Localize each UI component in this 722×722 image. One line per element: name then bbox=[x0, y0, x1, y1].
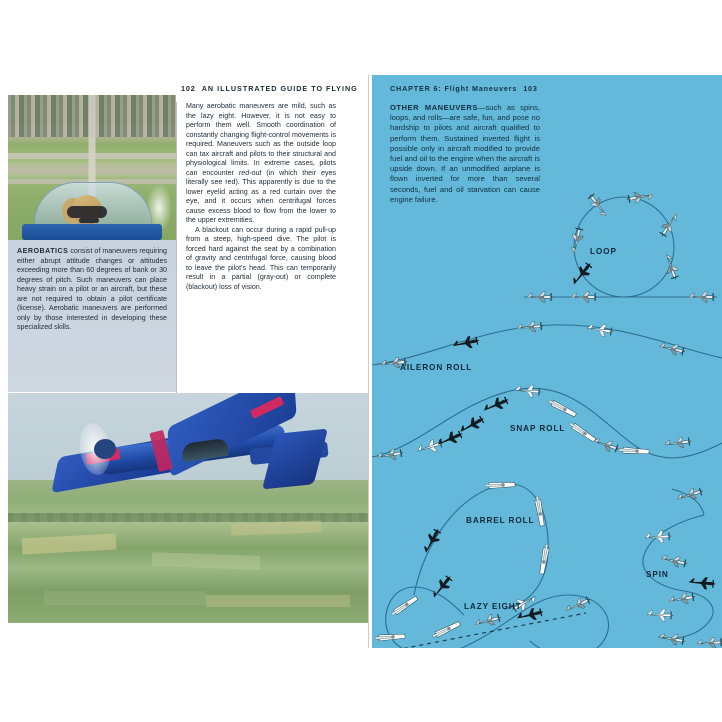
book-spread bbox=[8, 75, 722, 648]
pilot-sunglasses bbox=[79, 218, 99, 223]
maneuver-label-aileron-roll: AILERON ROLL bbox=[400, 363, 473, 372]
blue-aerobatic-aircraft bbox=[54, 401, 324, 521]
aerobatics-body: consist of maneuvers requiring either abrupt attitude changes or attitudes exceeding more than 60 degrees of bank or 30 degrees of pitch. Such maneuvers can place heavy strain on a pilot or an aircraft, but these are not required to obtain a pilot certificate (license). Aerobatic maneuvers are performed only by those interested in developing these specialized skills. bbox=[17, 247, 167, 331]
lazy-eight-path-group bbox=[380, 587, 609, 648]
aerobatic-airplane-photo bbox=[8, 393, 368, 623]
photo-field-patch bbox=[206, 595, 350, 607]
maneuver-diagram-svg bbox=[372, 75, 722, 648]
left-page bbox=[8, 75, 369, 648]
right-page bbox=[372, 75, 722, 648]
other-maneuvers-lead: OTHER MANEUVERS bbox=[390, 103, 478, 112]
maneuver-label-loop: LOOP bbox=[590, 247, 617, 256]
pilot-headset bbox=[67, 206, 107, 218]
maneuver-label-spin: SPIN bbox=[646, 570, 669, 579]
maneuver-label-snap-roll: SNAP ROLL bbox=[510, 424, 566, 433]
photo-field-patch bbox=[44, 591, 206, 605]
right-page-folio: 103 bbox=[523, 84, 538, 93]
left-page-right-column bbox=[186, 102, 336, 292]
para1-part-a: Many aerobatic maneuvers are mild, such as the lazy eight. However, it is not easy to perform them well. Smooth coordination of constantly changing flight-control movements is required. Maneuvers such as the outside loop can tax aircraft and pilots to their structural and physiological limits. In extreme cases, pilots can encounter bbox=[186, 102, 336, 177]
left-running-head-title: AN ILLUSTRATED GUIDE TO FLYING bbox=[201, 84, 358, 93]
paragraph-aerobatic-maneuvers bbox=[186, 102, 336, 226]
cockpit-canopy bbox=[22, 182, 162, 240]
paragraph-blackout: A blackout can occur during a rapid pull-up from a steep, high-speed dive. The pilot is forced hard against the seat by a combination of gravity and centrifugal force, causing blood to leave the pilot's head. This can temporarily result in a partial (gray-out) or complete (blackout) loss of vision. bbox=[186, 225, 336, 291]
spin-path-group bbox=[643, 489, 713, 638]
aerobatics-paragraph bbox=[17, 247, 167, 333]
left-running-head bbox=[181, 84, 358, 93]
spin-aircraft-group bbox=[645, 486, 722, 648]
loop-path-group bbox=[524, 197, 717, 297]
right-running-head-title: CHAPTER 6: Flight Maneuvers bbox=[390, 84, 518, 93]
para1-italic-redout: red-out bbox=[238, 168, 262, 177]
other-maneuvers-body: —such as spins, loops, and rolls—are safe, fun, and pose no hardship to pilots and aircraft qualified to perform them. Sustained inverted flight is possible only in aircraft modified to provide fuel and oil to the engine when the aircraft is upside down. If an unmodified airplane is flown inverted for more than several seconds, fuel and oil starvation can cause engine failure. bbox=[390, 103, 540, 204]
aerial-cockpit-photo bbox=[8, 95, 176, 240]
maneuver-label-barrel-roll: BARREL ROLL bbox=[466, 516, 535, 525]
left-page-folio: 102 bbox=[181, 84, 196, 93]
loop-aircraft-group bbox=[527, 190, 715, 303]
barrel-roll-path-group bbox=[414, 484, 548, 609]
para1-part-b: (in which their eyes literally see red). This apparently is due to the lower eyelid acting as a red curtain over the eye, and it occurs when centrifugal forces cause excess blood to flow from the lower to the upper extremities. bbox=[186, 168, 337, 224]
aerobatics-lead: AEROBATICS bbox=[17, 247, 69, 255]
canopy-frame bbox=[22, 224, 162, 240]
maneuver-diagram bbox=[372, 75, 722, 648]
maneuver-label-lazy-eight: LAZY EIGHT bbox=[464, 602, 522, 611]
aileron-roll-path-group bbox=[372, 325, 722, 365]
